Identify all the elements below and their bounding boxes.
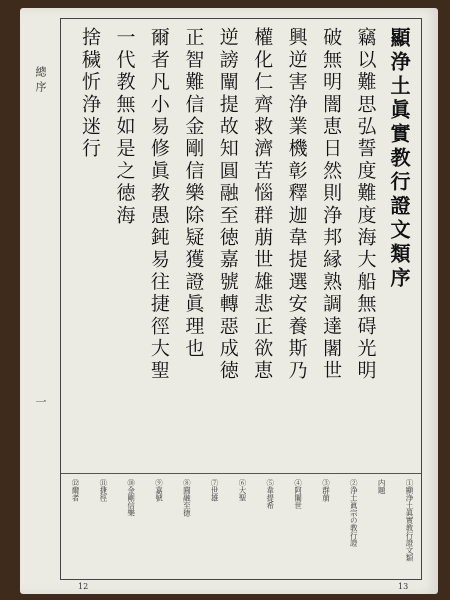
text-column: 爾者凡小易修眞教愚鈍易往捷徑大聖: [147, 27, 170, 383]
footnote: ③群萠: [321, 479, 331, 502]
footnote: ⑧圓融至徳: [182, 479, 192, 517]
footnote: ⑥大聖: [237, 479, 247, 502]
notes-divider: [61, 473, 421, 474]
text-column: 權化仁齊救濟苦惱群萠世雄悲正欲恵: [251, 27, 274, 383]
text-column: 竊以難思弘誓度難度海大船無碍光明: [354, 27, 377, 383]
footnote: ⑦世雄: [210, 479, 220, 502]
main-text: [73, 27, 409, 467]
text-column: 興逆害浄業機彰釋迦韋提選安養斯乃: [285, 27, 308, 383]
text-column: 正智難信金剛信樂除疑獲證眞理也: [182, 27, 205, 360]
footnotes: [69, 479, 413, 571]
footnote: ②浄土眞宗の教行證: [349, 479, 359, 547]
page-number-left: 12: [78, 582, 89, 591]
footnote: ④阿闍世: [293, 479, 303, 509]
section-number: 一: [34, 396, 47, 407]
footnote: 内題: [377, 479, 387, 494]
footnote: ⑩金剛信樂: [126, 479, 136, 517]
footnote: ⑪捷徑: [98, 479, 108, 502]
book-page: [20, 8, 438, 594]
footnote: ⑨嘉號: [154, 479, 164, 502]
text-frame: [60, 18, 422, 580]
text-column: 破無明闇恵日然則浄邦縁熟調達闍世: [320, 27, 343, 383]
running-head: 總序: [34, 66, 47, 96]
footnote: ⑫爾者: [71, 479, 80, 502]
text-column: 捨穢忻浄迷行: [79, 27, 101, 161]
footnote: ⑤韋提希: [265, 479, 275, 509]
text-column: 逆謗闡提故知圓融至徳嘉號轉惡成徳: [216, 27, 239, 383]
page-number-right: 13: [398, 582, 409, 591]
footnote: ①顯浄土眞實教行證文類: [404, 479, 414, 562]
text-column: 一代教無如是之徳海: [113, 27, 136, 227]
document-title: 顯浄土眞實教行證文類序: [386, 27, 411, 291]
